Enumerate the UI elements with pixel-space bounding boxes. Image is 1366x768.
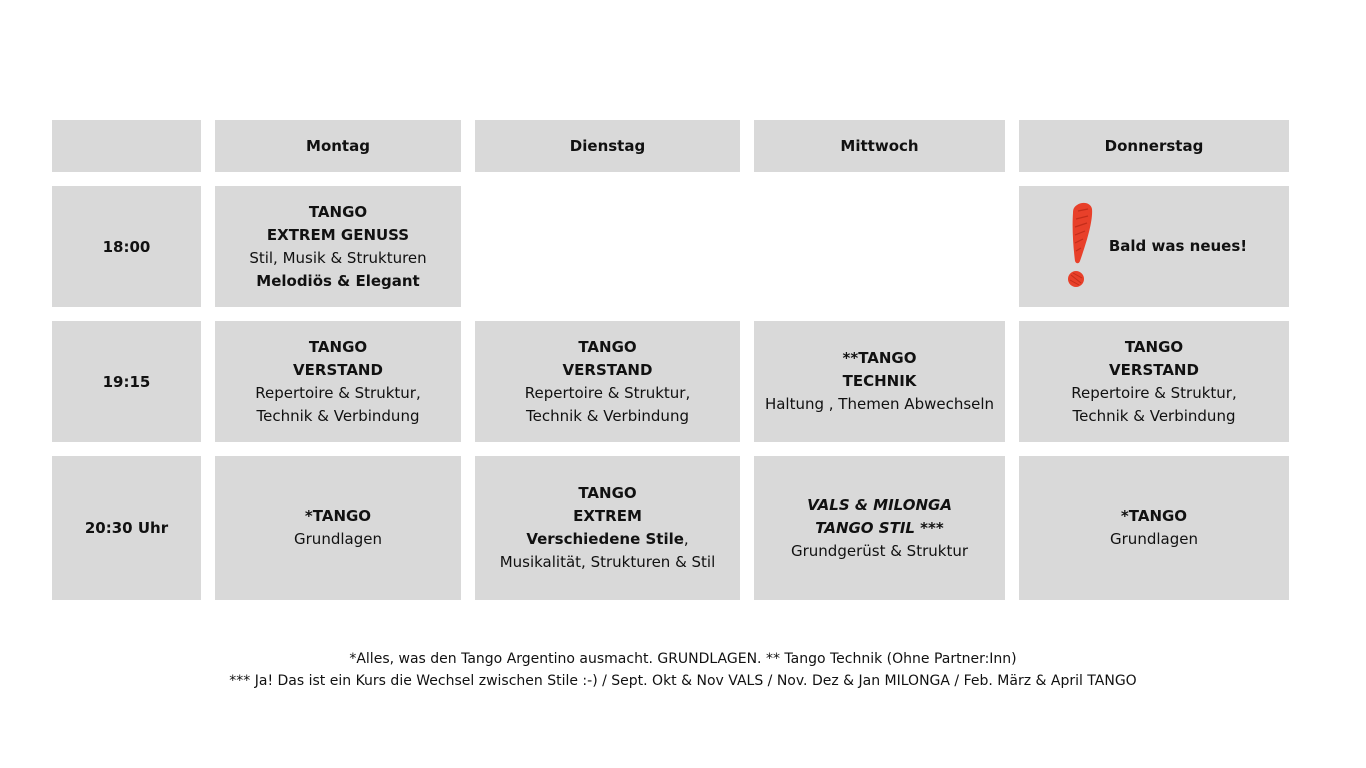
course-title: TANGO [308, 202, 368, 221]
course-title: VERSTAND [1109, 360, 1199, 379]
course-tagline: Melodiös & Elegant [256, 271, 420, 290]
course-description-tail: , [683, 530, 689, 548]
course-description: Repertoire & Struktur, [255, 383, 421, 402]
slot-wednesday-1915 [754, 321, 1005, 442]
course-description: Grundgerüst & Struktur [791, 541, 968, 560]
header-day-tuesday [475, 120, 740, 172]
course-description: Haltung , Themen Abwechseln [764, 395, 995, 413]
slot-monday-1800 [215, 186, 461, 307]
time-cell-1800 [52, 186, 201, 307]
header-day-monday [215, 120, 461, 172]
time-cell-2030 [52, 456, 201, 600]
time-label: 19:15 [102, 372, 151, 391]
course-description-row [526, 528, 688, 551]
slot-monday-1915 [215, 321, 461, 442]
course-description: Technik & Verbindung [526, 406, 689, 425]
course-description: Repertoire & Struktur, [1071, 383, 1237, 402]
exclamation-icon [1061, 201, 1101, 293]
course-description: Repertoire & Struktur, [524, 383, 691, 402]
day-label: Montag [306, 137, 370, 155]
course-description: Musikalität, Strukturen & Stil [499, 553, 716, 571]
course-title: TANGO [578, 484, 637, 502]
slot-wednesday-2030 [754, 456, 1005, 600]
header-day-thursday [1019, 120, 1289, 172]
course-title: VALS & MILONGA [807, 495, 952, 514]
course-title: EXTREM GENUSS [266, 225, 410, 244]
course-title: *TANGO [304, 507, 372, 525]
slot-thursday-2030 [1019, 456, 1289, 600]
course-description: Technik & Verbindung [256, 406, 420, 425]
course-title: *TANGO [1120, 507, 1188, 525]
footnotes [0, 648, 1366, 692]
course-description-bold: Verschiedene Stile [526, 530, 684, 548]
course-title: TANGO [1124, 337, 1184, 356]
day-label: Mittwoch [840, 137, 919, 155]
slot-monday-2030 [215, 456, 461, 600]
announcement-text: Bald was neues! [1108, 237, 1248, 255]
footnote-line-1: *Alles, was den Tango Argentino ausmacht. GRUNDLAGEN. ** Tango Technik (Ohne Partner:Inn) [349, 651, 1017, 667]
slot-tuesday-1915 [475, 321, 740, 442]
slot-thursday-1800 [1019, 186, 1289, 307]
course-title: TECHNIK [842, 372, 917, 390]
course-title: TANGO STIL *** [815, 518, 944, 537]
course-title: TANGO [308, 337, 368, 356]
time-label: 18:00 [102, 237, 151, 256]
course-title: EXTREM [573, 507, 642, 525]
course-description: Technik & Verbindung [1072, 406, 1236, 425]
course-description: Grundlagen [1110, 530, 1198, 548]
slot-thursday-1915 [1019, 321, 1289, 442]
course-description: Stil, Musik & Strukturen [249, 248, 427, 267]
header-day-wednesday [754, 120, 1005, 172]
course-title: TANGO [578, 337, 637, 356]
header-corner-cell [52, 120, 201, 172]
course-title: **TANGO [842, 349, 917, 367]
course-description: Grundlagen [294, 530, 382, 548]
course-title: VERSTAND [293, 360, 383, 379]
footnote-line-2: *** Ja! Das ist ein Kurs die Wechsel zwischen Stile :-) / Sept. Okt & Nov VALS / Nov. Dez & Jan MILONGA / Feb. März & April TANGO [229, 673, 1137, 689]
time-cell-1915 [52, 321, 201, 442]
day-label: Donnerstag [1104, 137, 1204, 155]
slot-tuesday-2030 [475, 456, 740, 600]
time-label: 20:30 Uhr [84, 519, 169, 537]
day-label: Dienstag [569, 137, 646, 155]
course-title: VERSTAND [562, 360, 653, 379]
